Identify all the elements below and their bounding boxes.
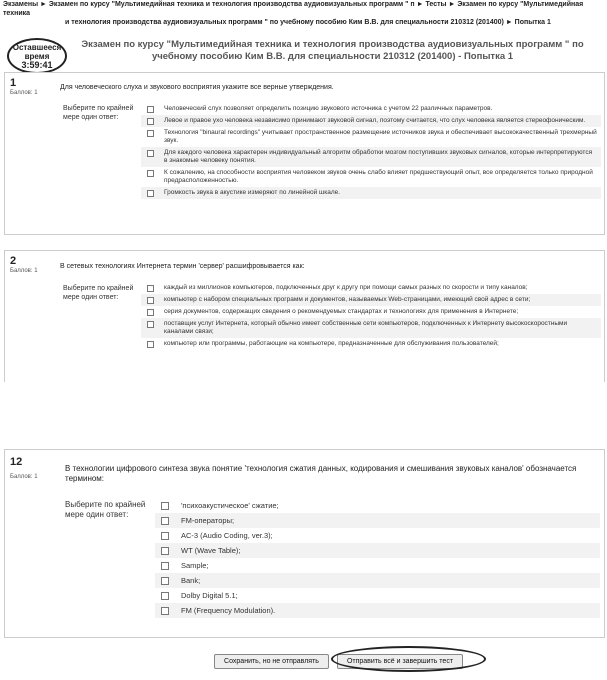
option-label: 'психоакустическое' сжатие;	[181, 501, 279, 510]
answer-instruction: Выберите по крайней мере один ответ:	[65, 500, 146, 519]
checkbox[interactable]	[147, 321, 154, 328]
question-score: Баллов: 1	[10, 90, 38, 96]
option-label: компьютер с набором специальных программ и документов, называемых Web-страницами, имеющий свой адрес в сети;	[164, 296, 531, 303]
option-label: Dolby Digital 5.1;	[181, 591, 238, 600]
option-label: серия документов, содержащих сведения о рекомендуемых стандартах и технологиях для применения в Интернете;	[164, 308, 519, 315]
timer-label-2: время	[24, 52, 50, 61]
option-label: Технология "binaural recordings" учитывает пространственное размещение источников звука и обеспечивает высококачественный трехмерный звук.	[164, 129, 597, 144]
page-title: Экзамен по курсу "Мультимедийная техника и технология производства аудиовизуальных программ " по учебному пособию Ким В.В. для специальности 210312 (201400) - Попытка 1	[81, 39, 584, 62]
option-label: поставщик услуг Интернета, который обычно имеет собственные сети компьютеров, подключенных к Интернету высокоскоростными каналами связи;	[164, 320, 568, 335]
answer-list	[155, 498, 600, 618]
option-label: Sample;	[181, 561, 209, 570]
answer-option[interactable]	[141, 294, 601, 306]
checkbox[interactable]	[161, 517, 169, 525]
answer-list	[141, 103, 601, 199]
option-label: Для каждого человека характерен индивидуальный алгоритм обработки мозгом поступивших звуковых сигналов, которые интерпретируются в знакомые человеку понятия.	[164, 149, 593, 164]
highlight-ring	[331, 646, 486, 672]
answer-option[interactable]	[141, 167, 601, 187]
checkbox[interactable]	[161, 502, 169, 510]
answer-option[interactable]	[141, 318, 601, 338]
answer-option[interactable]	[155, 498, 600, 513]
answer-instruction: Выберите по крайней мере один ответ:	[63, 105, 134, 121]
checkbox[interactable]	[161, 532, 169, 540]
checkbox[interactable]	[147, 106, 154, 113]
checkbox[interactable]	[161, 547, 169, 555]
option-label: AC-3 (Audio Coding, ver.3);	[181, 531, 273, 540]
breadcrumb-line-1[interactable]: Экзамены ► Экзамен по курсу "Мультимедийная техника и технология производства аудиовизуальных программ " п ► Тесты ► Экзамен по курсу "Мультимедийная техника	[3, 1, 584, 17]
checkbox[interactable]	[147, 341, 154, 348]
answer-option[interactable]	[141, 306, 601, 318]
answer-option[interactable]	[141, 338, 601, 350]
checkbox[interactable]	[147, 190, 154, 197]
checkbox[interactable]	[147, 170, 154, 177]
question-1	[4, 72, 605, 235]
answer-option[interactable]	[155, 543, 600, 558]
answer-option[interactable]	[141, 103, 601, 115]
question-score: Баллов: 1	[10, 474, 38, 480]
option-label: FM-операторы;	[181, 516, 235, 525]
question-number: 2	[10, 255, 17, 267]
question-text: Для человеческого слуха и звукового восприятия укажите все верные утверждения.	[60, 84, 334, 91]
checkbox[interactable]	[147, 150, 154, 157]
option-label: Человеческий слух позволяет определить позицию звукового источника с учетом 22 различных параметров.	[164, 105, 493, 112]
answer-option[interactable]	[141, 127, 601, 147]
timer-box	[7, 38, 67, 74]
timer-value: 3:59:41	[21, 60, 53, 70]
save-without-submit-button[interactable]: Сохранить, но не отправлять	[214, 654, 329, 669]
checkbox[interactable]	[147, 297, 154, 304]
answer-option[interactable]	[141, 282, 601, 294]
answer-option[interactable]	[155, 558, 600, 573]
option-label: Bank;	[181, 576, 201, 585]
answer-list	[141, 282, 601, 350]
checkbox[interactable]	[147, 309, 154, 316]
answer-option[interactable]	[141, 147, 601, 167]
question-text: В сетевых технологиях Интернета термин 'сервер' расшифровывается как:	[60, 263, 305, 270]
checkbox[interactable]	[161, 562, 169, 570]
answer-instruction: Выберите по крайней мере один ответ:	[63, 285, 134, 301]
answer-option[interactable]	[141, 115, 601, 127]
timer-label-1: Оставшееся	[12, 43, 62, 52]
question-text: В технологии цифрового синтеза звука понятие 'технология сжатия данных, кодирования и смешивания звуковых каналов' обозначается термином:	[65, 464, 577, 483]
option-label: WT (Wave Table);	[181, 546, 241, 555]
option-label: каждый из миллионов компьютеров, подключенных друг к другу при помощи самых разных по скорости и типу каналов;	[164, 284, 528, 291]
option-label: компьютер или программы, работающие на компьютере, предназначенные для обслуживания пользователей;	[164, 340, 499, 347]
checkbox[interactable]	[161, 607, 169, 615]
option-label: Громкость звука в акустике измеряют по линейной шкале.	[164, 189, 341, 196]
checkbox[interactable]	[161, 577, 169, 585]
answer-option[interactable]	[155, 573, 600, 588]
answer-option[interactable]	[155, 603, 600, 618]
option-label: К сожалению, на способности восприятия человеком звуков очень слабо влияет предшествующий опыт, все определяется только природной предрасположенностью.	[164, 169, 593, 184]
question-number: 12	[10, 456, 23, 468]
answer-option[interactable]	[155, 528, 600, 543]
breadcrumb-line-2[interactable]: и технология производства аудиовизуальных программ " по учебному пособию Ким В.В. для специальности 210312 (201400) ► Попытка 1	[65, 19, 551, 26]
question-12	[4, 449, 605, 638]
option-label: FM (Frequency Modulation).	[181, 606, 276, 615]
answer-option[interactable]	[155, 513, 600, 528]
answer-option[interactable]	[141, 187, 601, 199]
checkbox[interactable]	[147, 285, 154, 292]
answer-option[interactable]	[155, 588, 600, 603]
question-2	[4, 250, 605, 382]
submit-all-button[interactable]: Отправить всё и завершить тест	[337, 654, 463, 669]
checkbox[interactable]	[147, 130, 154, 137]
question-score: Баллов: 1	[10, 268, 38, 274]
option-label: Левое и правое ухо человека независимо принимают звуковой сигнал, поэтому считается, что слух человека является стереофоническим.	[164, 117, 586, 124]
breadcrumb	[0, 0, 607, 26]
checkbox[interactable]	[161, 592, 169, 600]
checkbox[interactable]	[147, 118, 154, 125]
question-number: 1	[10, 77, 17, 89]
